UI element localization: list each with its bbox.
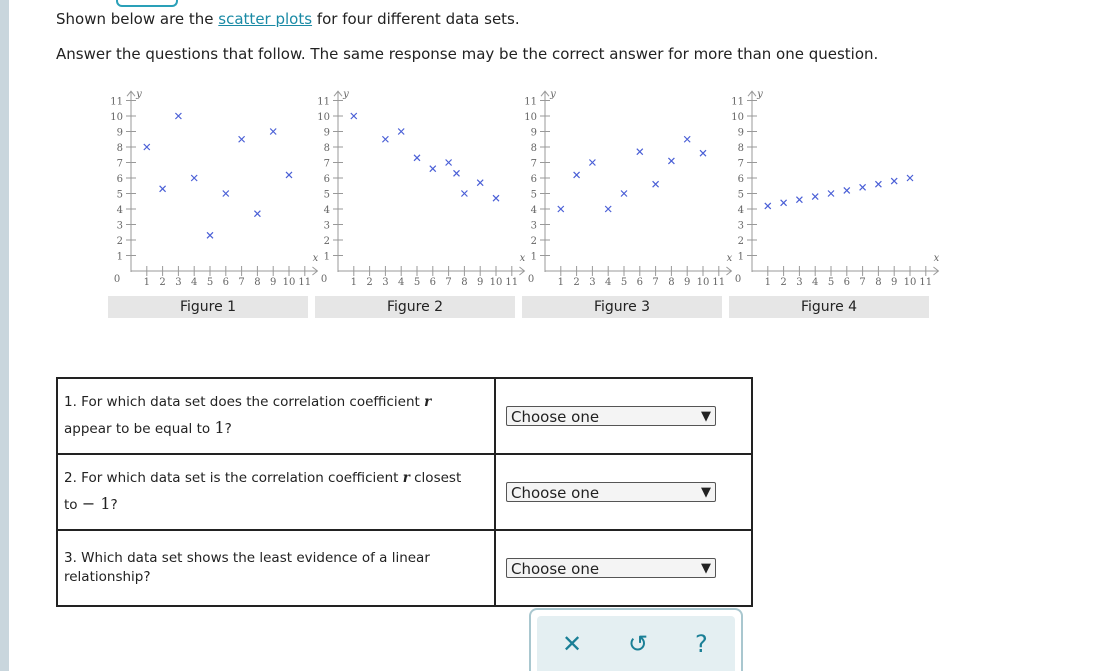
- x-tick-label: 2: [366, 277, 373, 288]
- y-tick-label: 10: [110, 112, 123, 123]
- data-point: [454, 170, 460, 176]
- x-axis-label: x: [726, 253, 733, 264]
- y-tick-label: 8: [116, 143, 123, 154]
- chevron-down-icon: ▼: [701, 485, 711, 500]
- x-tick-label: 11: [919, 277, 933, 288]
- chevron-down-icon: ▼: [701, 409, 711, 424]
- y-axis-label: y: [343, 89, 349, 101]
- x-tick-label: 6: [843, 277, 850, 288]
- y-tick-label: 4: [737, 205, 744, 216]
- x-tick-label: 3: [589, 277, 596, 288]
- data-point: [461, 191, 467, 197]
- origin-label: 0: [320, 274, 328, 285]
- data-point: [653, 181, 659, 187]
- data-point: [796, 197, 802, 203]
- question-row-1: [57, 378, 752, 454]
- x-tick-label: 4: [812, 277, 819, 288]
- y-tick-label: 3: [530, 220, 537, 232]
- question-row-3: [57, 530, 752, 606]
- y-tick-label: 5: [737, 189, 744, 201]
- x-tick-label: 3: [796, 277, 803, 288]
- x-tick-label: 8: [461, 277, 468, 288]
- x-tick-label: 11: [505, 277, 519, 288]
- x-tick-label: 11: [712, 277, 726, 288]
- data-point: [844, 187, 850, 193]
- x-tick-label: 10: [489, 277, 503, 288]
- x-tick-label: 6: [222, 277, 229, 288]
- data-point: [493, 195, 499, 201]
- y-tick-label: 7: [737, 158, 744, 170]
- x-tick-label: 7: [445, 277, 452, 288]
- x-tick-label: 5: [206, 277, 214, 288]
- y-axis-label: y: [757, 89, 763, 101]
- x-tick-label: 8: [668, 277, 675, 288]
- x-tick-label: 7: [652, 277, 659, 288]
- data-point: [160, 186, 166, 192]
- y-tick-label: 1: [737, 251, 744, 263]
- x-tick-label: 5: [620, 277, 628, 288]
- data-point: [477, 180, 483, 186]
- x-tick-label: 2: [780, 277, 787, 288]
- data-point: [668, 158, 674, 164]
- x-tick-label: 4: [398, 277, 405, 288]
- y-tick-label: 3: [737, 220, 744, 232]
- y-tick-label: 10: [731, 112, 744, 123]
- y-tick-label: 1: [323, 251, 330, 263]
- y-tick-label: 4: [116, 205, 123, 216]
- y-tick-label: 10: [524, 112, 537, 123]
- figure-2-label: Figure 2: [315, 296, 515, 318]
- scatter-figures: [0, 0, 1116, 330]
- y-tick-label: 8: [737, 143, 744, 154]
- data-point: [765, 203, 771, 209]
- data-point: [175, 113, 181, 119]
- data-point: [144, 144, 150, 150]
- data-point: [558, 206, 564, 212]
- chevron-down-icon: ▼: [701, 561, 711, 576]
- y-tick-label: 10: [317, 112, 330, 123]
- y-tick-label: 11: [524, 96, 537, 108]
- x-tick-label: 10: [282, 277, 296, 288]
- x-tick-label: 8: [254, 277, 261, 288]
- undo-icon[interactable]: ↺: [628, 630, 649, 658]
- answer-toolbar-inner: [537, 616, 735, 671]
- question-3-text: 3. Which data set shows the least evidence of a linear relationship?: [57, 530, 495, 606]
- question-2-text: 2. For which data set is the correlation coefficient r closest to − 1?: [57, 454, 495, 530]
- scatter-plots-link[interactable]: scatter plots: [218, 10, 313, 28]
- y-tick-label: 6: [530, 174, 537, 185]
- origin-label: 0: [734, 274, 742, 285]
- origin-label: 0: [113, 274, 121, 285]
- data-point: [414, 155, 420, 161]
- y-axis-label: y: [136, 89, 142, 101]
- data-point: [398, 129, 404, 135]
- y-axis-label: y: [550, 89, 556, 101]
- y-tick-label: 11: [731, 96, 744, 108]
- origin-label: 0: [527, 274, 535, 285]
- data-point: [828, 191, 834, 197]
- figure-3-label: Figure 3: [522, 296, 722, 318]
- y-tick-label: 1: [116, 251, 123, 263]
- question-3-dropdown[interactable]: Choose one ▼: [506, 558, 716, 578]
- y-tick-label: 6: [323, 174, 330, 185]
- x-tick-label: 9: [891, 277, 898, 288]
- y-tick-label: 2: [737, 236, 744, 247]
- data-point: [621, 191, 627, 197]
- data-point: [191, 175, 197, 181]
- intro-line-2: Answer the questions that follow. The same response may be the correct answer for more than one question.: [56, 45, 879, 63]
- data-point: [684, 136, 690, 142]
- data-point: [351, 113, 357, 119]
- question-row-2: [57, 454, 752, 530]
- help-icon[interactable]: ?: [695, 630, 708, 658]
- y-tick-label: 8: [323, 143, 330, 154]
- y-tick-label: 5: [116, 189, 123, 201]
- data-point: [907, 175, 913, 181]
- x-tick-label: 1: [557, 277, 564, 288]
- x-tick-label: 10: [903, 277, 917, 288]
- x-tick-label: 10: [696, 277, 710, 288]
- x-tick-label: 9: [684, 277, 691, 288]
- x-tick-label: 1: [143, 277, 150, 288]
- y-tick-label: 9: [530, 127, 537, 139]
- y-tick-label: 1: [530, 251, 537, 263]
- x-axis-label: x: [933, 253, 940, 264]
- y-tick-label: 3: [323, 220, 330, 232]
- data-point: [207, 232, 213, 238]
- answer-toolbar: [529, 608, 743, 671]
- y-tick-label: 2: [323, 236, 330, 247]
- data-point: [574, 172, 580, 178]
- data-point: [589, 160, 595, 166]
- x-axis-label: x: [519, 253, 526, 264]
- y-tick-label: 7: [116, 158, 123, 170]
- data-point: [891, 178, 897, 184]
- x-tick-label: 3: [382, 277, 389, 288]
- data-point: [446, 160, 452, 166]
- data-point: [860, 184, 866, 190]
- x-tick-label: 9: [477, 277, 484, 288]
- x-tick-label: 6: [429, 277, 436, 288]
- y-tick-label: 7: [530, 158, 537, 170]
- y-tick-label: 4: [323, 205, 330, 216]
- x-tick-label: 11: [298, 277, 312, 288]
- y-tick-label: 2: [530, 236, 537, 247]
- question-2-dropdown[interactable]: Choose one ▼: [506, 482, 716, 502]
- figure-4-label: Figure 4: [729, 296, 929, 318]
- y-tick-label: 9: [323, 127, 330, 139]
- y-tick-label: 5: [530, 189, 537, 201]
- y-tick-label: 9: [116, 127, 123, 139]
- intro-text-end: for four different data sets.: [312, 10, 520, 28]
- intro-text: Shown below are the: [56, 10, 219, 28]
- question-1-text: 1. For which data set does the correlation coefficient r appear to be equal to 1?: [57, 378, 495, 454]
- x-tick-label: 4: [605, 277, 612, 288]
- data-point: [286, 172, 292, 178]
- x-tick-label: 1: [350, 277, 357, 288]
- x-tick-label: 9: [270, 277, 277, 288]
- figure-1-label: Figure 1: [108, 296, 308, 318]
- x-tick-label: 6: [636, 277, 643, 288]
- x-tick-label: 2: [159, 277, 166, 288]
- x-tick-label: 2: [573, 277, 580, 288]
- y-tick-label: 2: [116, 236, 123, 247]
- data-point: [605, 206, 611, 212]
- data-point: [223, 191, 229, 197]
- y-tick-label: 11: [110, 96, 123, 108]
- y-tick-label: 3: [116, 220, 123, 232]
- x-tick-label: 4: [191, 277, 198, 288]
- y-tick-label: 7: [323, 158, 330, 170]
- x-tick-label: 5: [413, 277, 421, 288]
- data-point: [700, 150, 706, 156]
- y-tick-label: 6: [116, 174, 123, 185]
- data-point: [812, 194, 818, 200]
- x-axis-label: x: [312, 253, 319, 264]
- y-tick-label: 6: [737, 174, 744, 185]
- x-tick-label: 7: [238, 277, 245, 288]
- data-point: [637, 149, 643, 155]
- y-tick-label: 5: [323, 189, 330, 201]
- data-point: [239, 136, 245, 142]
- x-tick-label: 8: [875, 277, 882, 288]
- y-tick-label: 9: [737, 127, 744, 139]
- x-tick-label: 1: [764, 277, 771, 288]
- data-point: [382, 136, 388, 142]
- data-point: [781, 200, 787, 206]
- data-point: [430, 166, 436, 172]
- clear-icon[interactable]: ✕: [562, 630, 583, 658]
- data-point: [875, 181, 881, 187]
- y-tick-label: 4: [530, 205, 537, 216]
- y-tick-label: 11: [317, 96, 330, 108]
- y-tick-label: 8: [530, 143, 537, 154]
- data-point: [254, 211, 260, 217]
- x-tick-label: 7: [859, 277, 866, 288]
- data-point: [270, 129, 276, 135]
- questions-table: [56, 377, 753, 607]
- question-1-dropdown[interactable]: Choose one ▼: [506, 406, 716, 426]
- x-tick-label: 5: [827, 277, 835, 288]
- x-tick-label: 3: [175, 277, 182, 288]
